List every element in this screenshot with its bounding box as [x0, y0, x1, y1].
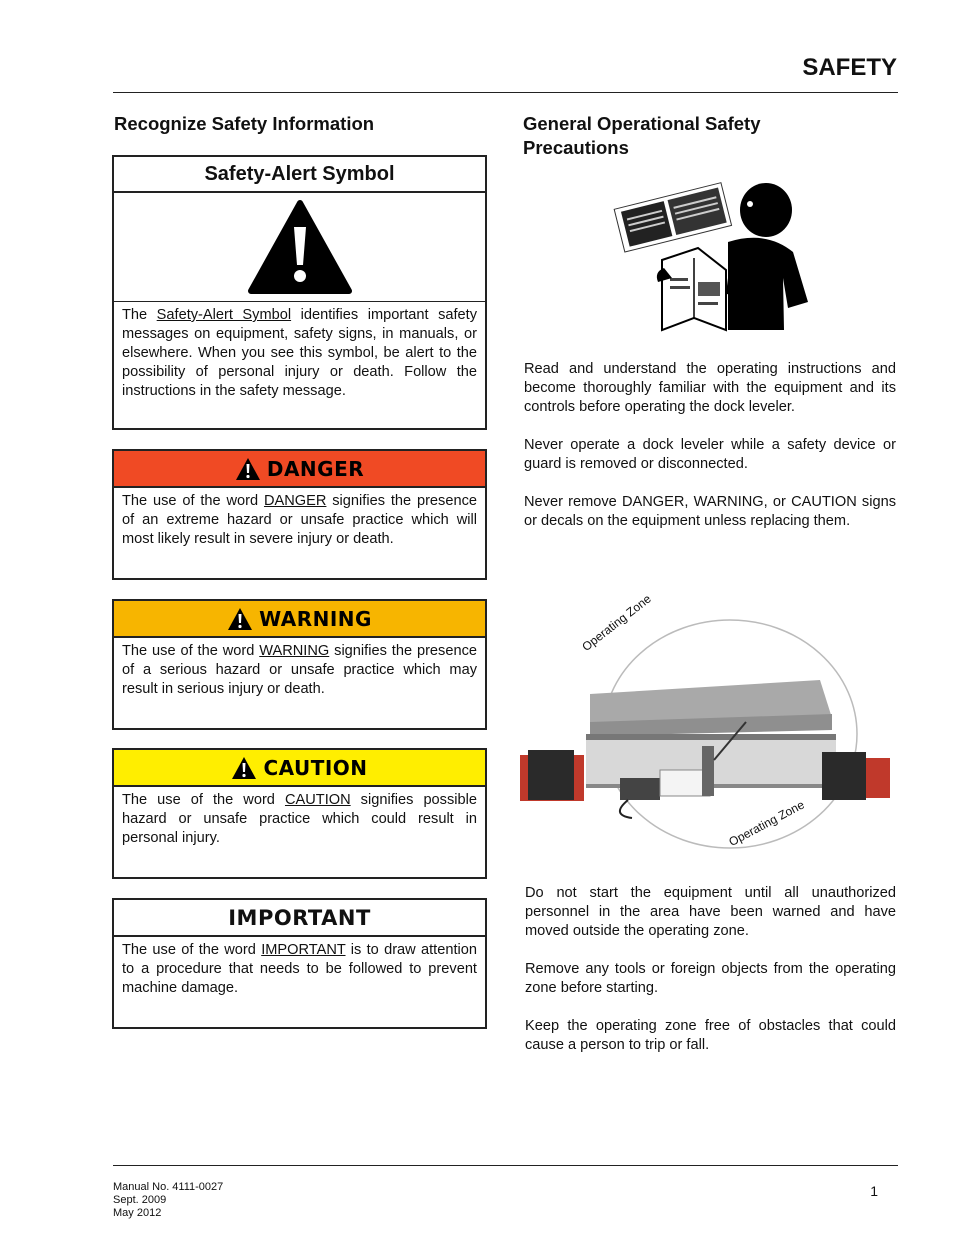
paragraph-safety-device: Never operate a dock leveler while a safety device or guard is removed or disconnected. — [524, 437, 896, 472]
safety-alert-title: Safety-Alert Symbol — [114, 157, 485, 193]
left-heading: Recognize Safety Information — [114, 113, 375, 134]
warning-triangle-icon — [235, 457, 261, 481]
paragraph-signs-decals: Never remove DANGER, WARNING, or CAUTION signs or decals on the equipment unless replacing them. — [524, 494, 896, 529]
paragraph-remove-tools: Remove any tools or foreign objects from the operating zone before starting. — [525, 961, 896, 996]
caution-label: CAUTION — [263, 755, 368, 780]
operating-zone-label-top: Operating Zone — [579, 591, 654, 654]
person-reading-manual-illustration — [598, 182, 813, 332]
warning-triangle-icon — [227, 607, 253, 631]
important-box — [112, 898, 487, 1029]
caution-text: The use of the word CAUTION signifies possible hazard or unsafe practice which could result in personal injury. — [122, 792, 477, 846]
date-revised: May 2012 — [113, 1207, 162, 1219]
operating-zone-label-bottom: Operating Zone — [726, 797, 807, 849]
safety-alert-triangle-icon — [247, 199, 353, 295]
page-title: SAFETY — [802, 54, 897, 81]
important-header — [114, 900, 485, 937]
danger-box — [112, 449, 487, 580]
warning-term: WARNING — [259, 643, 330, 659]
safety-alert-text: The Safety-Alert Symbol identifies important safety messages on equipment, safety signs, in manuals, or elsewhere. When you see this symbol, be alert to the possibility of personal injury or death. Follow the instructions in the safety message. — [122, 307, 478, 399]
warning-header — [114, 601, 485, 638]
footer-rule — [113, 1165, 898, 1166]
danger-text: The use of the word DANGER signifies the presence of an extreme hazard or unsafe practice which will most likely result in severe injury or death. — [122, 493, 477, 547]
warning-box — [112, 599, 487, 730]
paragraph-keep-zone-free: Keep the operating zone free of obstacles that could cause a person to trip or fall. — [525, 1018, 896, 1053]
danger-term: DANGER — [263, 493, 327, 509]
page-number: 1 — [870, 1183, 878, 1199]
caution-box — [112, 748, 487, 879]
bottom-paragraphs — [525, 884, 896, 1055]
warning-text: The use of the word WARNING signifies the presence of a serious hazard or unsafe practice which may result in serious injury or death. — [122, 643, 477, 697]
caution-header — [114, 750, 485, 787]
header-rule — [113, 92, 898, 93]
right-heading: General Operational Safety Precautions — [523, 113, 761, 158]
danger-label: DANGER — [266, 456, 365, 481]
important-term: IMPORTANT — [261, 942, 346, 958]
caution-term: CAUTION — [284, 792, 351, 808]
paragraph-read-instructions: Read and understand the operating instructions and become thoroughly familiar with the equipment and its controls before operating the dock leveler. — [524, 361, 896, 415]
footer-info — [113, 1181, 223, 1220]
paragraph-unauthorized-personnel: Do not start the equipment until all unauthorized personnel in the area have been warned and have moved outside the operating zone. — [525, 885, 896, 939]
top-paragraphs — [524, 360, 896, 531]
warning-triangle-icon — [231, 756, 257, 780]
safety-alert-term: Safety-Alert Symbol — [156, 307, 292, 323]
operating-zone-illustration — [520, 610, 900, 855]
warning-label: WARNING — [259, 606, 372, 631]
important-text: The use of the word IMPORTANT is to draw attention to a procedure that needs to be followed to prevent machine damage. — [122, 942, 477, 996]
important-label: IMPORTANT — [228, 905, 371, 930]
manual-number: Manual No. 4111-0027 — [113, 1181, 224, 1193]
alert-symbol-area — [114, 193, 485, 302]
danger-header — [114, 451, 485, 488]
date-original: Sept. 2009 — [113, 1194, 167, 1206]
safety-alert-box — [112, 155, 487, 430]
